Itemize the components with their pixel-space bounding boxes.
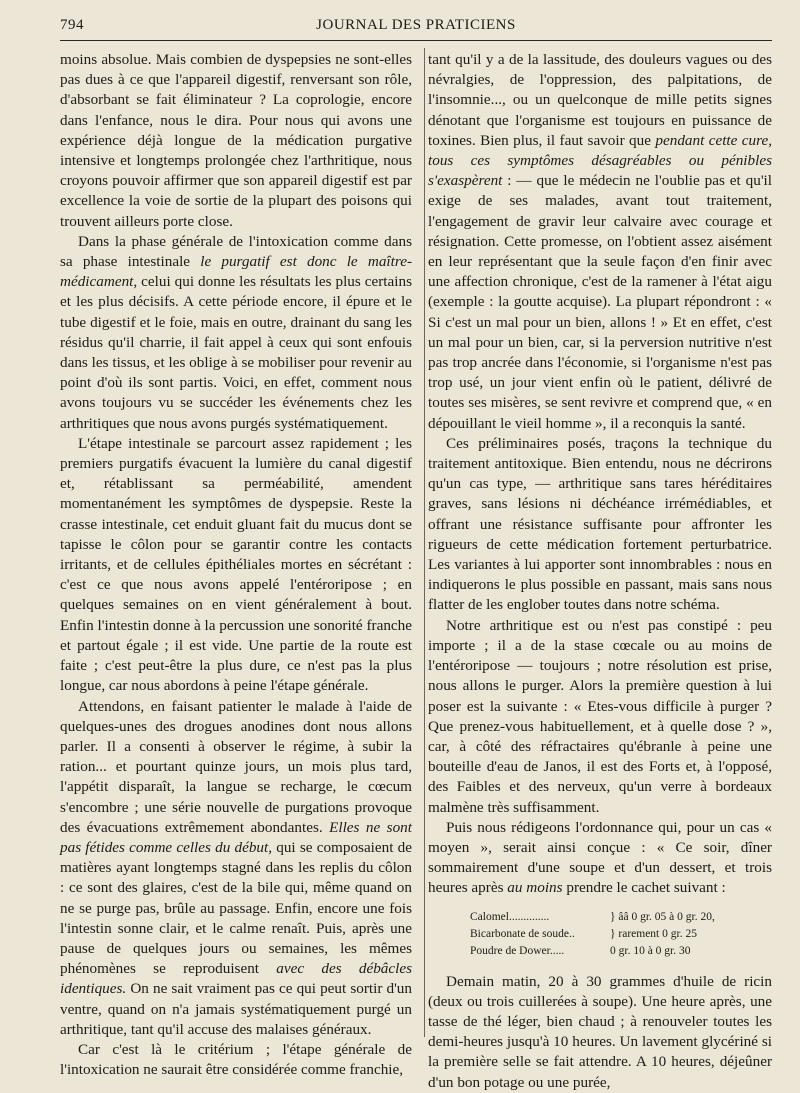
prescription-row: Bicarbonate de soude.. } rarement 0 gr. 25	[470, 927, 697, 940]
right-column	[428, 50, 772, 1093]
page-header	[60, 14, 772, 41]
paragraph: moins absolue. Mais combien de dyspepsies ne sont-elles pas dues à ce que l'appareil digestif, renversant son rôle, d'absorbant se fait éliminateur ? La coprologie, encore dans l'enfance, nous le dira. Pour nous qui avons une expérience déjà longue de la médication purgative intensive et longtemps prolongée chez l'arthritique, nous croyons pouvoir affirmer que son appareil digestif est par excellence la voie de sortie de la plupart des poisons qui trouvent ailleurs porte close.	[60, 51, 412, 230]
prescription-row: Calomel.............. } ââ 0 gr. 05 à 0 gr. 20,	[470, 910, 715, 923]
paragraph: Dans la phase générale de l'intoxication comme dans sa phase intestinale le purgatif est donc le maître-médicament, celui qui donne les résultats les plus certains et les plus décisifs. A cette période encore, il épure et le tube digestif et le foie, mais en outre, drainant du sang les résidus qu'il charrie, il fait appel à ceux qui sont enfouis dans les tissus, et les oblige à se mobiliser pour revenir au point d'où ils sont partis. Voici, en effet, comment nous avons toujours vu se succéder les événements chez les arthritiques que nous avons purgés systématiquement.	[60, 232, 412, 432]
paragraph: tant qu'il y a de la lassitude, des douleurs vagues ou des névralgies, de l'oppression, des palpitations, de l'insomnie..., ou un quelconque de mille petits signes dénotant que l'organisme est toujours en puissance de toxines. Bien plus, il faut savoir que pendant cette cure, tous ces symptômes désagréables ou pénibles s'exaspèrent : — que le médecin ne l'oublie pas et qu'il exige de ses malades, avant tout traitement, l'engagement de gravir leur calvaire avec courage et résignation. Cette promesse, on l'obtient assez aisément en leur représentant que la seule façon d'en finir avec une affection chronique, c'est de la ramener à l'état aigu (exemple : la goutte acquise). La plupart répondront : « Si c'est un mal pour un bien, allons ! » Et en effet, c'est un mal pour un bien, car, si la perversion nutritive n'est pas trop ancrée dans l'économie, si l'organisme n'est pas trop usé, un jour vient enfin où le patient, délivré de toutes ses misères, se sent revivre et comprend que, « en dépouillant le vieil homme », il a reconquis la santé.	[428, 51, 773, 432]
column-divider	[424, 48, 425, 1037]
paragraph: Puis nous rédigeons l'ordonnance qui, pour un cas « moyen », serait ainsi conçue : « Ce soir, dîner sommairement d'une soupe et d'un dessert, et trois heures après au moins prendre le cachet suivant :	[428, 818, 772, 897]
prescription-block	[470, 909, 772, 960]
paragraph: Demain matin, 20 à 30 grammes d'huile de ricin (deux ou trois cuillerées à soupe). Une heure après, une tasse de thé léger, bien chaud ; à renouveler toutes les demi-heures jusqu'à 10 heures. Un lavement glycériné si la première selle se fait attendre. A 10 heures, déjeûner d'un bon potage ou une purée,	[428, 972, 772, 1091]
paragraph: Ces préliminaires posés, traçons la technique du traitement antitoxique. Bien entendu, nous ne décrirons qu'un cas type, — arthritique sans tares héréditaires graves, sans lésions ni déchéance irrémédiables, et offrant une résistance suffisante pour affronter les rigueurs de cette médication fortement perturbatrice. Les variantes à lui apporter sont innombrables : nous en indiquerons le plus possible en passant, mais sans nous flatter de les englober toutes dans notre schéma.	[428, 434, 772, 614]
running-title: JOURNAL DES PRATICIENS	[316, 17, 516, 33]
prescription-row: Poudre de Dower..... 0 gr. 10 à 0 gr. 30	[470, 944, 691, 957]
paragraph: Attendons, en faisant patienter le malade à l'aide de quelques-unes des drogues anodines dont nous allons parler. Il a consenti à observer le régime, à subir la ration... et pourtant quinze jours, un mois plus tard, l'appétit disparaît, la langue se recharge, le cœcum s'encombre ; une série nouvelle de purgations provoque des évacuations extrêmement abondantes. Elles ne sont pas fétides comme celles du début, qui se composaient de matières ayant longtemps stagné dans les replis du côlon : ce sont des glaires, c'est de la bile qui, même quand on ne se purge pas, brûle au passage. Enfin, encore une fois l'intestin sonne clair, et le calme renaît. Puis, après une pause de quelques jours ou semaines, les mêmes phénomènes se reproduisent avec des débâcles identiques. On ne sait vraiment pas ce qui peut sortir d'un ventre, quand on n'a jamais systématiquement purgé un arthritique, tant qu'il accuse des malaises généraux.	[60, 697, 413, 1038]
left-column	[60, 50, 412, 1080]
paragraph: Notre arthritique est ou n'est pas constipé : peu importe ; il a de la stase cœcale ou au moins de l'entéroripose — toujours ; notre résolution est prise, nous allons le purger. Alors la première question à lui poser est la suivante : « Etes-vous difficile à purger ? Que prenez-vous habituellement, et à quelle dose ? », car, à côté des réfractaires qu'ébranle à peine une bouteille d'eau de Janos, il est des Forts et, à l'opposé, des Faibles et des nerveux, qu'un verre à bordeaux malmène très suffisamment.	[428, 616, 772, 816]
paragraph: L'étape intestinale se parcourt assez rapidement ; les premiers purgatifs évacuent la lumière du canal digestif et, rétablissant sa perméabilité, amendent momentanément les symptômes de dyspepsie. Reste la crasse intestinale, cet enduit gluant fait du mucus dont se tapisse le côlon pour se garantir contre les contacts irritants, et de cellules épithéliales mortes en sécrétant : c'est ce que nous avons appelé l'entéroripose ; en quelques semaines on en vient généralement à bout. Enfin l'intestin donne à la percussion une sonorité franche et partout égale ; il est vide. Une partie de la route est faite ; c'est peut-être la plus dure, ce n'est pas la plus longue, car nous abordons à peine l'étape générale.	[60, 434, 412, 695]
page-number: 794	[60, 17, 84, 33]
paragraph: Car c'est là le critérium ; l'étape générale de l'intoxication ne saurait être considérée comme franchie,	[60, 1040, 412, 1079]
